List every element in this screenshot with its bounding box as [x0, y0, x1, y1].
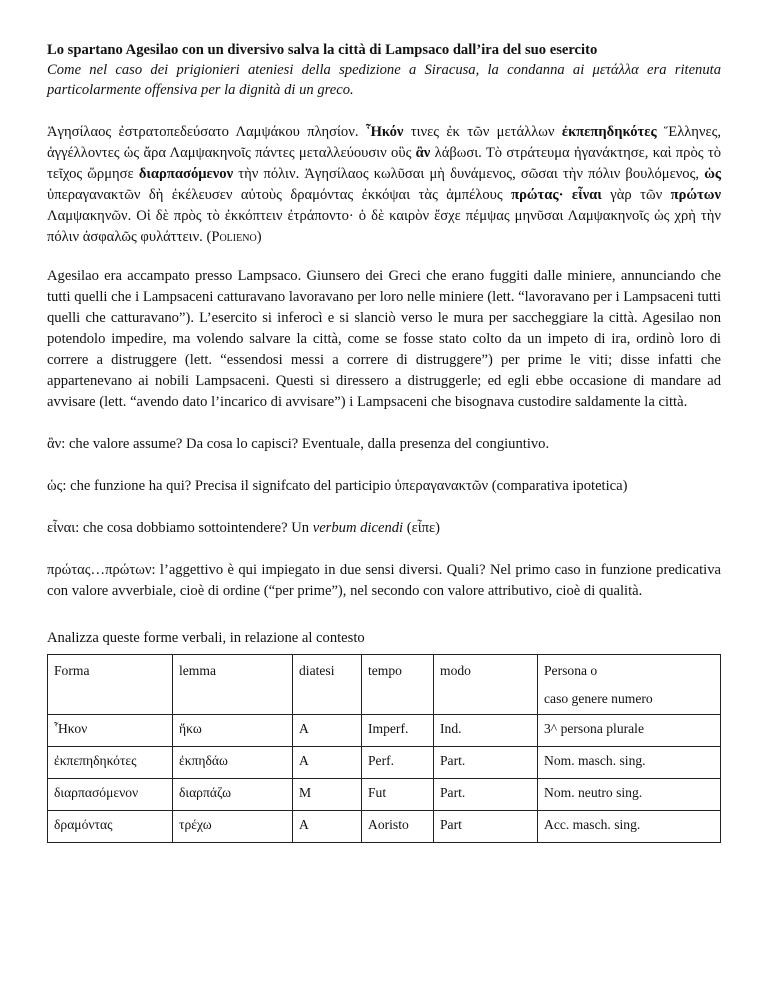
- greek-highlight: ἂν: [415, 145, 431, 161]
- cell-lemma: ἥκω: [173, 715, 293, 747]
- document-title: Lo spartano Agesilao con un diversivo salva la città di Lampsaco dall’ira del suo esercito: [47, 42, 598, 58]
- greek-text: Ἀγησίλαος ἐστρατοπεδεύσατο Λαμψάκου πλησίον.: [47, 124, 366, 140]
- cell-diatesi: M: [293, 779, 362, 811]
- question-text: εἶναι: che cosa dobbiamo sottointendere? Un: [47, 520, 313, 536]
- question-text: (εἶπε): [403, 520, 441, 536]
- author-name: Polieno: [211, 229, 257, 245]
- document-subtitle: Come nel caso dei prigionieri ateniesi della spedizione a Siracusa, la condanna ai μετάλλα era ritenuta particolarmente offensiva per la dignità di un greco.: [47, 62, 721, 98]
- cell-forma: ἐκπεπηδηκότες: [48, 747, 173, 779]
- header-diatesi: diatesi: [293, 655, 362, 715]
- header-persona-line1: Persona o: [544, 663, 598, 678]
- cell-tempo: Fut: [362, 779, 434, 811]
- cell-diatesi: A: [293, 811, 362, 843]
- greek-text: Λαμψακηνῶν. Οἱ δὲ πρὸς τὸ ἐκκόπτειν ἐτράποντο· ὁ δὲ καιρὸν ἔσχε πέμψας μηνῦσαι Λαμψακηνοῖς ὡς χρὴ τὴν πόλιν ἀσφαλῶς φυλάττειν. (: [47, 208, 721, 245]
- table-row: [48, 779, 721, 811]
- question-an: ἂν: che valore assume? Da cosa lo capisci? Eventuale, dalla presenza del congiuntivo.: [47, 436, 550, 452]
- cell-modo: Part.: [434, 747, 538, 779]
- cell-lemma: ἐκπηδάω: [173, 747, 293, 779]
- cell-diatesi: A: [293, 747, 362, 779]
- table-header-row: [48, 655, 721, 715]
- greek-highlight: ἐκπεπηδηκότες: [561, 124, 657, 140]
- header-lemma: lemma: [173, 655, 293, 715]
- question-hos: ὡς: che funzione ha qui? Precisa il signifcato del participio ὑπεραγανακτῶν (comparativa ipotetica): [47, 478, 628, 494]
- cell-persona: 3^ persona plurale: [538, 715, 721, 747]
- greek-text: λάβωσι. Τὸ στράτευμα ἠγανάκτησε, καὶ πρὸς τὸ τεῖχος ὥρμησε: [47, 145, 721, 182]
- cell-forma: διαρπασόμενον: [48, 779, 173, 811]
- question-emphasis: verbum dicendi: [312, 520, 404, 536]
- cell-persona: Acc. masch. sing.: [538, 811, 721, 843]
- greek-highlight: πρώτας· εἶναι: [511, 187, 602, 203]
- cell-forma: δραμόντας: [48, 811, 173, 843]
- table-row: [48, 747, 721, 779]
- greek-text: ὑπεραγανακτῶν δὴ ἐκέλευσεν αὐτοὺς δραμόντας ἐκκόψαι τὰς ἀμπέλους: [47, 187, 512, 203]
- cell-persona: Nom. neutro sing.: [538, 779, 721, 811]
- greek-text: τὴν πόλιν. Ἀγησίλαος κωλῦσαι μὴ δυνάμενος, σῶσαι τὴν πόλιν βουλόμενος,: [233, 166, 705, 182]
- cell-modo: Part.: [434, 779, 538, 811]
- document-content: [47, 40, 721, 843]
- greek-highlight: πρώτων: [670, 187, 721, 203]
- cell-forma: Ἧκον: [48, 715, 173, 747]
- cell-diatesi: A: [293, 715, 362, 747]
- greek-text: ): [256, 229, 262, 245]
- greek-highlight: διαρπασόμενον: [138, 166, 234, 182]
- greek-text: Ἕλληνες, ἀγγέλλοντες ὡς ἄρα Λαμψακηνοῖς πάντες μεταλλεύουσιν οὓς: [47, 124, 721, 161]
- header-forma: Forma: [48, 655, 173, 715]
- question-einai: [47, 518, 721, 539]
- cell-modo: Part: [434, 811, 538, 843]
- cell-tempo: Imperf.: [362, 715, 434, 747]
- cell-lemma: διαρπάζω: [173, 779, 293, 811]
- table-row: [48, 811, 721, 843]
- header-tempo: tempo: [362, 655, 434, 715]
- cell-lemma: τρέχω: [173, 811, 293, 843]
- translation-paragraph: Agesilao era accampato presso Lampsaco. Giunsero dei Greci che erano fuggiti dalle miniere, annunciando che tutti quelli che i Lampsaceni catturavano lavoravano per loro nelle miniere (lett. “lavoravano per i Lampsaceni tutti quelli che catturavano”). L’esercito si inferocì e si slanciò verso le mura per saccheggiare la città. Agesilao non potendolo impedire, ma volendo salvare la città, come se fosse stato colto da un impeto di ira, ordinò loro di correre a distruggere (lett. “essendosi messi a correre di distruggere”) per prime le viti; disse infatti che appartenevano ai nobili Lampsaceni. Questi si diressero a distruggerle; ed egli ebbe occasione di mandare ad avvisare (lett. “avendo dato l’incarico di avvisare”) i Lampsaceni che bisognava custodire saldamente la città.: [47, 268, 721, 410]
- cell-persona: Nom. masch. sing.: [538, 747, 721, 779]
- greek-passage: [47, 122, 721, 248]
- greek-highlight: ὡς: [704, 166, 722, 182]
- greek-highlight: Ἧκόν: [365, 124, 404, 140]
- cell-modo: Ind.: [434, 715, 538, 747]
- greek-text: τινες ἐκ τῶν μετάλλων: [403, 124, 562, 140]
- question-protas: πρώτας…πρώτων: l’aggettivo è qui impiegato in due sensi diversi. Quali? Nel primo caso in funzione predicativa con valore avverbiale, cioè di ordine (“per prime”), nel secondo con valore attributivo, cioè di qualità.: [47, 562, 721, 599]
- greek-text: γὰρ τῶν: [601, 187, 671, 203]
- header-modo: modo: [434, 655, 538, 715]
- header-persona: [538, 655, 721, 715]
- header-persona-line2: caso genere numero: [544, 691, 653, 706]
- table-intro: Analizza queste forme verbali, in relazione al contesto: [47, 630, 365, 646]
- table-row: [48, 715, 721, 747]
- cell-tempo: Aoristo: [362, 811, 434, 843]
- verb-analysis-table: [47, 654, 721, 843]
- cell-tempo: Perf.: [362, 747, 434, 779]
